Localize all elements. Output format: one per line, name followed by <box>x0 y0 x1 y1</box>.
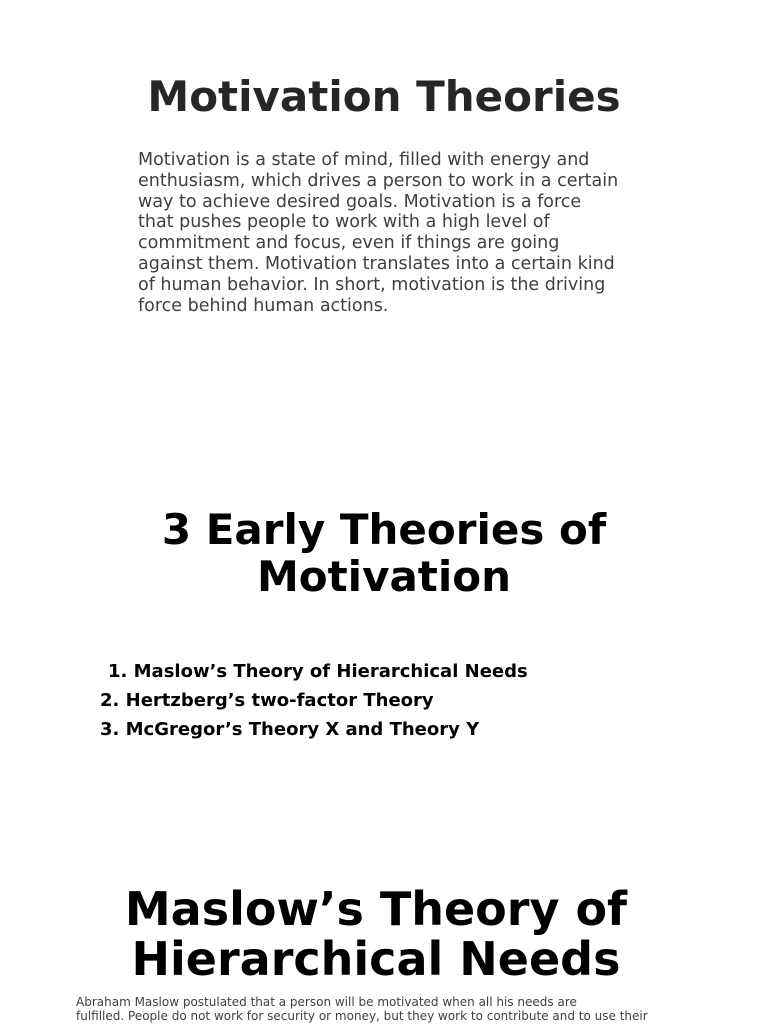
slide-title: Maslow’s Theory of Hierarchical Needs <box>124 882 628 986</box>
list-item: 1. Maslow’s Theory of Hierarchical Needs <box>108 661 528 682</box>
slide-body-text: Abraham Maslow postulated that a person will be motivated when all his needs are fulfilled. People do not work for security or money, but they work to contribute and to use their <box>76 995 648 1023</box>
theory-list <box>100 660 528 747</box>
slide-title: Motivation Theories <box>147 72 621 121</box>
slide-title: 3 Early Theories of Motivation <box>161 505 607 601</box>
list-item: 3. McGregor’s Theory X and Theory Y <box>100 719 480 740</box>
slide-body-text: Motivation is a state of mind, filled with energy and enthusiasm, which drives a person to work in a certain way to achieve desired goals. Motivation is a force that pushes people to work with a high level of commitment and focus, even if things are going against them. Motivation translates into a certain kind of human behavior. In short, motivation is the driving force behind human actions. <box>138 150 619 316</box>
list-item: 2. Hertzberg’s two-factor Theory <box>100 690 434 711</box>
